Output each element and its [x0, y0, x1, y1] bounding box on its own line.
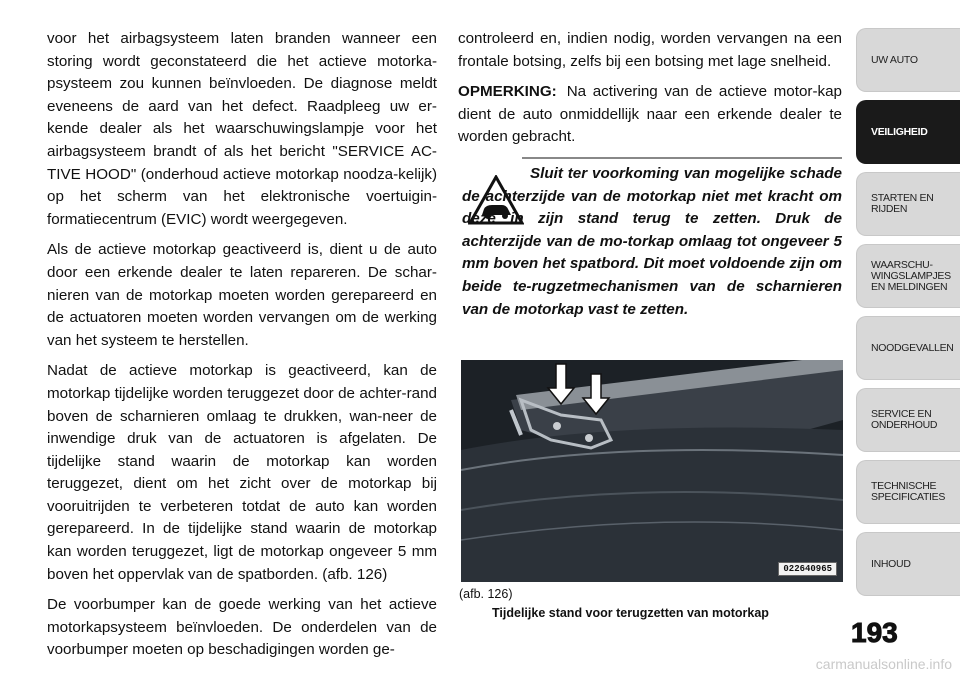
figure-code: 022640965 — [778, 562, 837, 576]
note-paragraph — [458, 81, 842, 149]
tab-label: NOODGEVALLEN — [871, 341, 954, 354]
tab-starten-en-rijden[interactable] — [856, 172, 960, 236]
watermark: carmanualsonline.info — [815, 656, 952, 672]
tab-label: INHOUD — [871, 557, 911, 570]
tab-technische-specificaties[interactable] — [856, 460, 960, 524]
right-text-column — [458, 28, 842, 157]
tab-label: SERVICE EN ONDERHOUD — [871, 408, 938, 431]
left-text-column — [47, 28, 437, 670]
tab-label: VEILIGHEID — [871, 125, 928, 138]
warning-text: Sluit ter voorkoming van mogelijke schade de achterzijde van de motorkap niet met kracht om deze in zijn stand terug te zetten. Druk de achterzijde van de mo-torkap omlaag tot ongeveer 5 mm boven het spatbord. Dit moet voldoende zijn om beide te-rugzetmechanismen van de scharnieren van de motorkap vast te zetten. — [462, 165, 842, 318]
tab-label: WAARSCHU-WINGSLAMPJES EN MELDINGEN — [871, 258, 951, 293]
note-text: Na activering van de actieve motor-kap dient de auto onmiddellijk naar een erkende dealer te worden gebracht. — [458, 83, 842, 146]
page-number: 193 — [851, 617, 898, 648]
figure-caption: Tijdelijke stand voor terugzetten van motorkap — [492, 606, 769, 620]
tab-noodgevallen[interactable] — [856, 316, 960, 380]
tab-uw-auto[interactable] — [856, 28, 960, 92]
warning-divider — [522, 157, 842, 159]
tab-label: UW AUTO — [871, 53, 918, 66]
tab-veiligheid[interactable] — [856, 100, 960, 164]
paragraph: voor het airbagsysteem laten branden wanneer een storing wordt geconstateerd die het actieve motorka-psysteem zou kunnen beïnvloeden. De diagnose meldt eveneens de aard van het defect. Raadpleeg uw er-kende dealer als het waarschuwingslampje voor het airbagsysteem brandt of als het bericht "SERVICE AC-TIVE HOOD" (onderhoud actieve motorkap noodza-kelijk) op het scherm van het elektronische voertuigin-formatiecentrum (EVIC) wordt weergegeven. — [47, 30, 437, 228]
paragraph: Als de actieve motorkap geactiveerd is, dient u de auto door een erkende dealer te laten repareren. De schar-nieren van de motorkap moeten worden gerepareerd en de actuatoren moeten worden vervangen om de werking van het systeem te herstellen. — [47, 241, 437, 349]
tab-inhoud[interactable] — [856, 532, 960, 596]
tab-label: STARTEN EN RIJDEN — [871, 192, 934, 215]
hood-figure — [461, 360, 843, 582]
tab-waarschuwingslampjes[interactable] — [856, 244, 960, 308]
figure-reference: (afb. 126) — [459, 587, 513, 601]
hood-illustration — [461, 360, 843, 582]
paragraph-continuation: controleerd en, indien nodig, worden vervangen na een frontale botsing, zelfs bij een botsing met lage snelheid. — [458, 30, 842, 70]
tab-label: TECHNISCHE SPECIFICATIES — [871, 480, 946, 503]
note-label: OPMERKING: — [458, 83, 557, 101]
tab-service-en-onderhoud[interactable] — [856, 388, 960, 452]
paragraph: De voorbumper kan de goede werking van het actieve motorkapsysteem beïnvloeden. De onderdelen van de voorbumper moeten op beschadigingen worden ge- — [47, 596, 437, 659]
chapter-tabs — [856, 28, 960, 604]
paragraph: Nadat de actieve motorkap is geactiveerd, kan de motorkap tijdelijke worden teruggezet door de achter-rand boven de scharnieren omlaag te drukken, wan-neer de inwendige druk van de actuatoren is afgelaten. De tijdelijke stand waarin de motorkap kan worden teruggezet, dient om het zicht over de motorkap bij vooruitrijden te verbeteren totdat de auto kan worden gerepareerd. In de tijdelijke stand waarin de motorkap kan worden teruggezet, ligt de motorkap ongeveer 5 mm boven het oppervlak van de spatborden. (afb. 126) — [47, 362, 437, 583]
